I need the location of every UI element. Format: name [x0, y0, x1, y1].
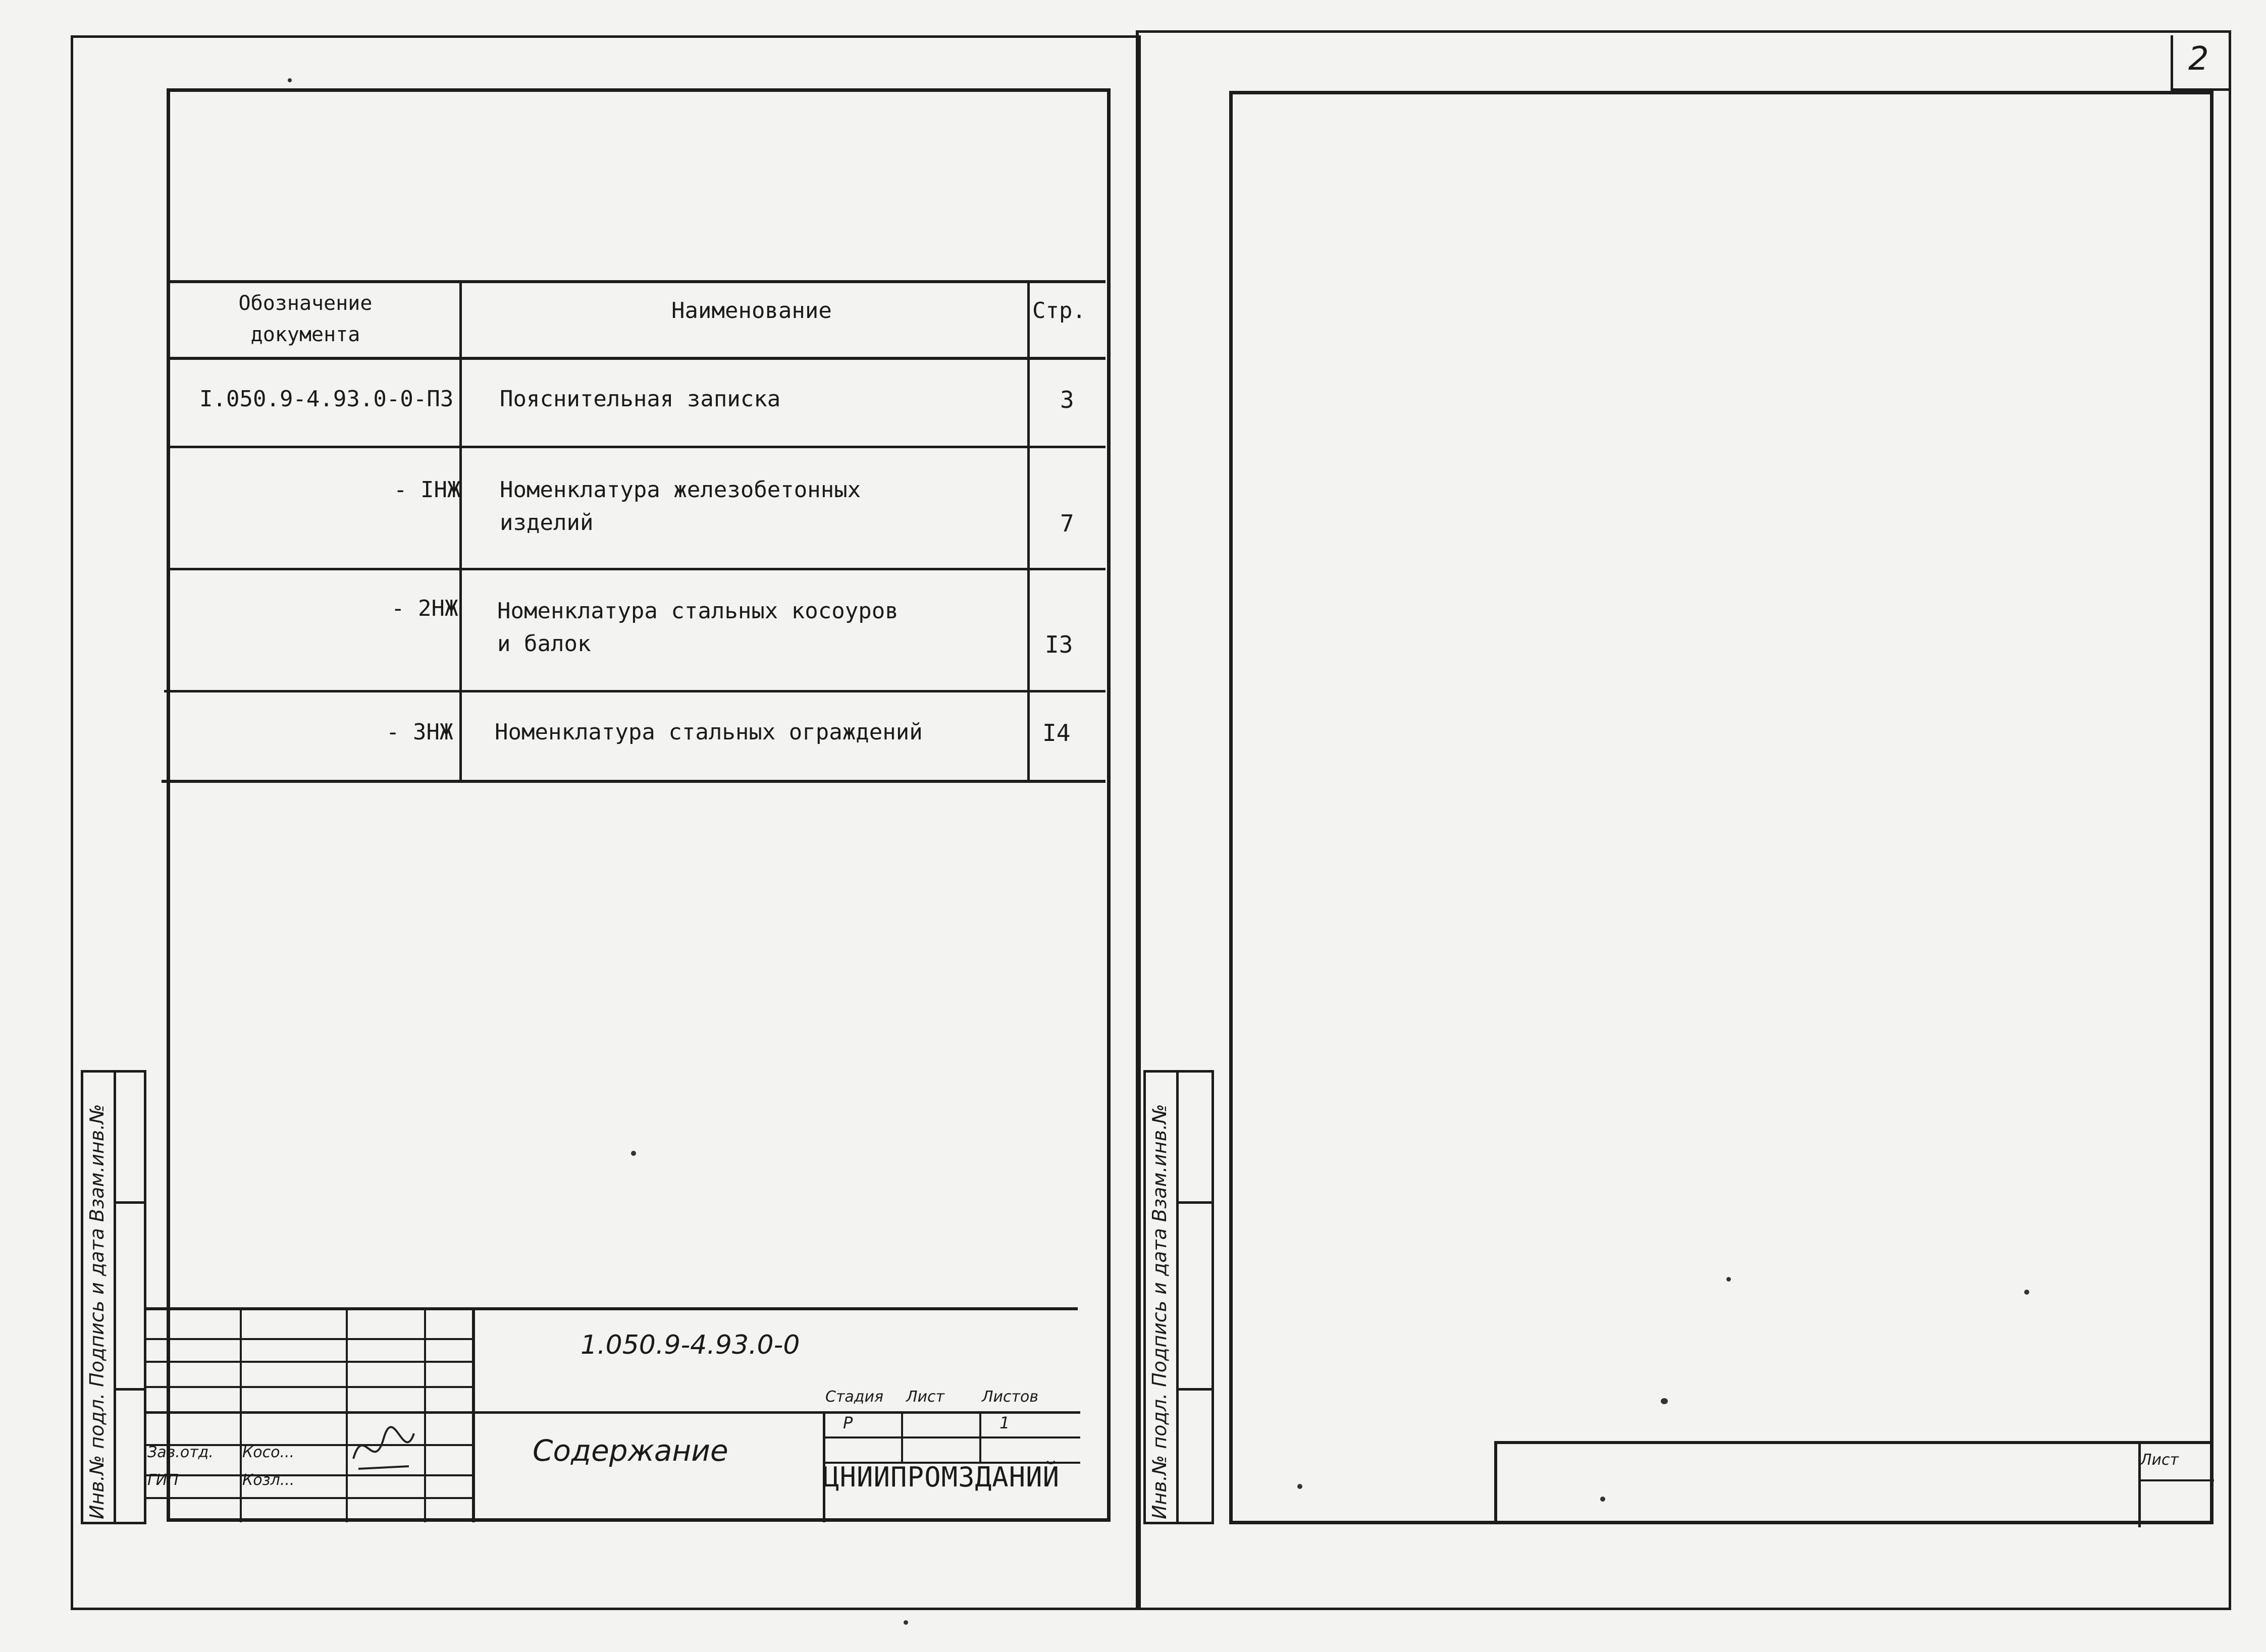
- scan-speck: [631, 1151, 636, 1156]
- header-designation: Обозначение документа: [238, 292, 373, 346]
- drawing-title: Содержание: [533, 1433, 728, 1468]
- scan-speck: [2024, 1290, 2029, 1295]
- row4-designation: - 3НЖ: [386, 719, 453, 745]
- right-side-stamp-text: Инв.№ подл. Подпись и дата Взам.инв.№: [1148, 1104, 1171, 1519]
- header-name: Наименование: [671, 298, 832, 324]
- scan-speck: [1661, 1398, 1668, 1404]
- scan-speck: [288, 78, 292, 82]
- stage-label: Стадия: [825, 1388, 884, 1406]
- row2-designation: - IНЖ: [394, 477, 461, 503]
- role-2-name: Козл...: [242, 1471, 295, 1489]
- right-inner-frame: [1229, 91, 2214, 1524]
- left-side-stamp-text: Инв.№ подл. Подпись и дата Взам.инв.№: [86, 1104, 108, 1519]
- row1-page: 3: [1060, 386, 1074, 413]
- sheets-label: Листов: [982, 1388, 1039, 1406]
- row4-name: Номенклатура стальных ограждений: [495, 719, 923, 745]
- scan-speck: [1600, 1497, 1605, 1502]
- row2-page: 7: [1060, 510, 1074, 537]
- row3-designation: - 2НЖ: [391, 596, 458, 621]
- scan-speck: [1726, 1277, 1731, 1282]
- row2-name-line2: изделий: [500, 510, 594, 536]
- sheet-value: 1: [999, 1413, 1010, 1432]
- stage-value: Р: [843, 1413, 853, 1432]
- scan-speck: [904, 1620, 908, 1625]
- drawing-code: 1.050.9-4.93.0-0: [581, 1330, 800, 1360]
- row3-page: I3: [1045, 631, 1073, 658]
- right-sheet-label: Лист: [2140, 1451, 2179, 1469]
- role-2: ГИП: [147, 1471, 179, 1489]
- row1-designation: I.050.9-4.93.0-0-ПЗ: [199, 386, 454, 412]
- row3-name-line2: и балок: [497, 631, 591, 657]
- organization: ЦНИИПРОМЗДАНИЙ: [823, 1461, 1060, 1493]
- row4-page: I4: [1042, 719, 1071, 747]
- page-number: 2: [2188, 40, 2209, 78]
- header-page: Стр.: [1032, 298, 1086, 324]
- row1-name: Пояснительная записка: [500, 386, 781, 412]
- row3-name-line1: Номенклатура стальных косоуров: [497, 598, 899, 624]
- role-1: Зав.отд.: [147, 1444, 214, 1461]
- toc-table: [162, 280, 1105, 785]
- role-1-name: Косо...: [242, 1444, 295, 1461]
- scan-speck: [1297, 1484, 1302, 1489]
- row2-name-line1: Номенклатура железобетонных: [500, 477, 861, 503]
- sheet-label: Лист: [906, 1388, 945, 1406]
- right-bottom-stamp: [1494, 1441, 2214, 1524]
- signature-scribble: [348, 1418, 424, 1479]
